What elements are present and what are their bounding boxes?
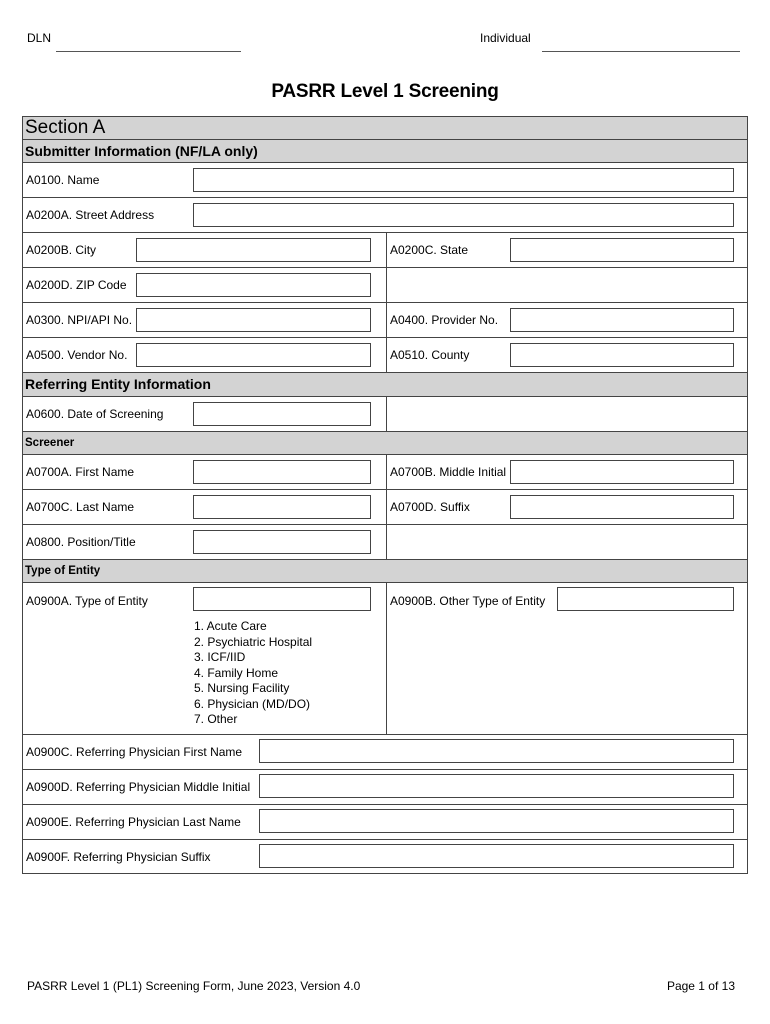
- row-zip: [23, 268, 747, 303]
- row-phys-last: [23, 805, 747, 840]
- zip-label: A0200D. ZIP Code: [26, 278, 127, 292]
- column-divider: [386, 303, 387, 337]
- submitter-heading: Submitter Information (NF/LA only): [23, 140, 747, 163]
- vendor-input[interactable]: [136, 343, 371, 367]
- phys-suffix-input[interactable]: [259, 844, 734, 868]
- position-label: A0800. Position/Title: [26, 535, 136, 549]
- entity-heading: Type of Entity: [23, 560, 747, 583]
- row-street: [23, 198, 747, 233]
- row-vendor-county: [23, 338, 747, 373]
- entity-options-list: [194, 619, 312, 728]
- section-a-form: [22, 116, 748, 874]
- zip-input[interactable]: [136, 273, 371, 297]
- entity-option: 3. ICF/IID: [194, 650, 246, 664]
- column-divider: [386, 233, 387, 267]
- phys-last-input[interactable]: [259, 809, 734, 833]
- county-input[interactable]: [510, 343, 734, 367]
- other-type-input[interactable]: [557, 587, 734, 611]
- first-name-input[interactable]: [193, 460, 371, 484]
- vendor-label: A0500. Vendor No.: [26, 348, 128, 362]
- dln-field[interactable]: [56, 51, 241, 52]
- city-input[interactable]: [136, 238, 371, 262]
- phys-first-input[interactable]: [259, 739, 734, 763]
- name-label: A0100. Name: [26, 173, 100, 187]
- row-name: [23, 163, 747, 198]
- street-label: A0200A. Street Address: [26, 208, 155, 222]
- entity-option: 2. Psychiatric Hospital: [194, 634, 313, 649]
- row-entity-type: [23, 583, 747, 735]
- city-label: A0200B. City: [26, 243, 97, 257]
- phys-middle-label: A0900D. Referring Physician Middle Initial: [26, 780, 251, 794]
- entity-option: 6. Physician (MD/DO): [194, 696, 311, 711]
- individual-field[interactable]: [542, 51, 740, 52]
- individual-label: Individual: [480, 31, 531, 45]
- column-divider: [386, 525, 387, 559]
- npi-label: A0300. NPI/API No.: [26, 313, 133, 327]
- suffix-input[interactable]: [510, 495, 734, 519]
- footer-form-info: PASRR Level 1 (PL1) Screening Form, June 2023, Version 4.0: [27, 979, 361, 993]
- last-name-label: A0700C. Last Name: [26, 500, 135, 514]
- state-label: A0200C. State: [390, 243, 469, 257]
- entity-option: 5. Nursing Facility: [194, 681, 290, 695]
- row-city-state: [23, 233, 747, 268]
- column-divider: [386, 455, 387, 489]
- row-first-middle: [23, 455, 747, 490]
- name-input[interactable]: [193, 168, 734, 192]
- row-phys-middle: [23, 770, 747, 805]
- npi-input[interactable]: [136, 308, 371, 332]
- date-label: A0600. Date of Screening: [26, 407, 164, 421]
- provider-label: A0400. Provider No.: [390, 313, 499, 327]
- screener-heading: Screener: [23, 432, 747, 455]
- row-phys-first: [23, 735, 747, 770]
- row-date: [23, 397, 747, 432]
- column-divider: [386, 397, 387, 431]
- phys-middle-input[interactable]: [259, 774, 734, 798]
- provider-input[interactable]: [510, 308, 734, 332]
- county-label: A0510. County: [390, 348, 470, 362]
- row-last-suffix: [23, 490, 747, 525]
- middle-initial-label: A0700B. Middle Initial: [390, 465, 507, 479]
- type-entity-input[interactable]: [193, 587, 371, 611]
- phys-first-label: A0900C. Referring Physician First Name: [26, 745, 243, 759]
- referring-heading: Referring Entity Information: [23, 373, 747, 397]
- position-input[interactable]: [193, 530, 371, 554]
- state-input[interactable]: [510, 238, 734, 262]
- phys-suffix-label: A0900F. Referring Physician Suffix: [26, 850, 211, 864]
- entity-option: 7. Other: [194, 712, 238, 726]
- entity-option: 4. Family Home: [194, 665, 279, 680]
- phys-last-label: A0900E. Referring Physician Last Name: [26, 815, 241, 829]
- dln-label: DLN: [27, 31, 52, 45]
- row-npi-provider: [23, 303, 747, 338]
- row-phys-suffix: [23, 840, 747, 873]
- type-entity-label: A0900A. Type of Entity: [26, 594, 148, 608]
- column-divider: [386, 490, 387, 524]
- column-divider: [386, 268, 387, 302]
- last-name-input[interactable]: [193, 495, 371, 519]
- street-input[interactable]: [193, 203, 734, 227]
- date-input[interactable]: [193, 402, 371, 426]
- column-divider: [386, 583, 387, 734]
- page-title: PASRR Level 1 Screening: [271, 81, 499, 102]
- middle-initial-input[interactable]: [510, 460, 734, 484]
- row-position: [23, 525, 747, 560]
- other-type-label: A0900B. Other Type of Entity: [390, 594, 546, 608]
- suffix-label: A0700D. Suffix: [390, 500, 470, 514]
- footer-page-number: Page 1 of 13: [666, 979, 735, 993]
- first-name-label: A0700A. First Name: [26, 465, 135, 479]
- entity-option: 1. Acute Care: [194, 619, 267, 633]
- section-a-heading: Section A: [23, 117, 747, 140]
- column-divider: [386, 338, 387, 372]
